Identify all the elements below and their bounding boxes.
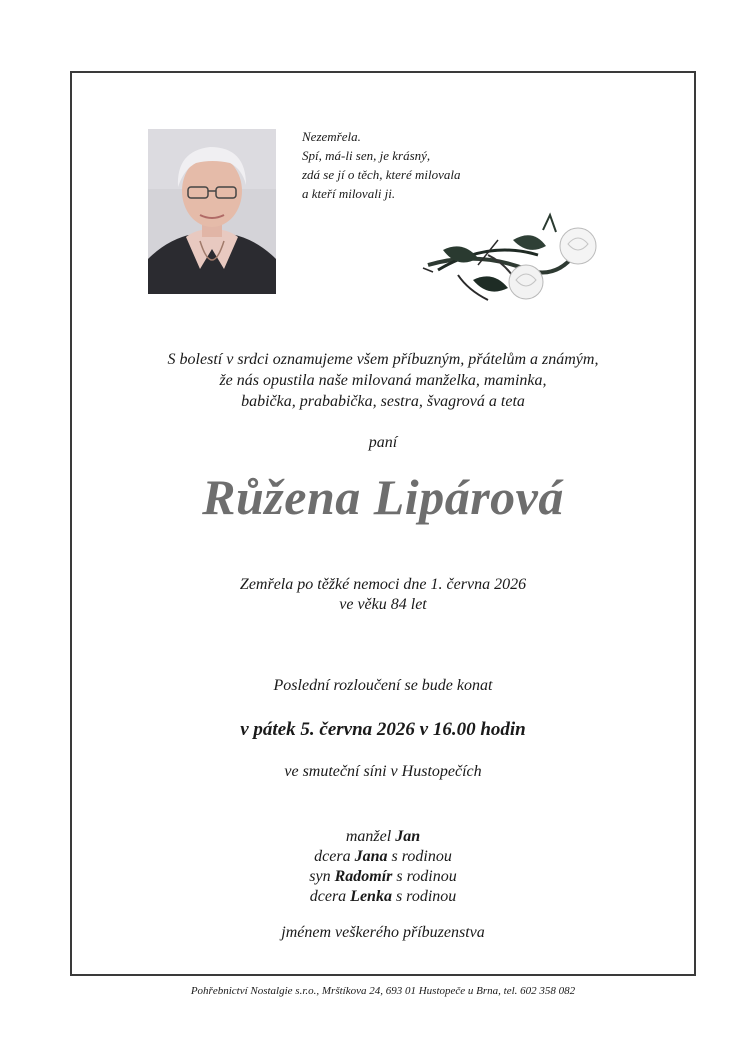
white-roses-icon: [418, 210, 600, 310]
funeral-service-footer: Pohřebnictví Nostalgie s.r.o., Mrštíkova 24, 693 01 Hustopeče u Brna, tel. 602 358 082: [190, 985, 576, 997]
poem-line: Spí, má-li sen, je krásný,: [302, 148, 431, 163]
on-behalf: jménem veškerého příbuzenstva: [281, 924, 485, 941]
mourner: syn Radomír s rodinou: [309, 868, 457, 885]
farewell-place: ve smuteční síni v Hustopečích: [284, 763, 482, 780]
death-info: [70, 575, 696, 615]
death-date: Zemřela po těžké nemoci dne 1. června 2026: [239, 576, 527, 593]
announcement: [70, 349, 696, 412]
poem-line: zdá se jí o těch, které milovala: [302, 167, 461, 182]
title-word: paní: [368, 434, 398, 451]
mourner: dcera Jana s rodinou: [314, 848, 452, 865]
farewell-datetime: v pátek 5. června 2026 v 16.00 hodin: [240, 719, 526, 740]
announcement-line: že nás opustila naše milovaná manželka, maminka,: [219, 372, 547, 389]
poem-line: Nezemřela.: [302, 129, 361, 144]
deceased-name: Růžena Lipárová: [202, 469, 564, 525]
death-age: ve věku 84 let: [339, 596, 427, 613]
mourners-list: [70, 827, 696, 907]
farewell-intro: Poslední rozloučení se bude konat: [273, 677, 493, 694]
portrait-photo: [148, 129, 276, 294]
announcement-line: S bolestí v srdci oznamujeme všem příbuzným, přátelům a známým,: [167, 351, 599, 368]
poem-line: a kteří milovali ji.: [302, 186, 396, 201]
announcement-line: babička, prababička, sestra, švagrová a teta: [241, 393, 525, 410]
mourner: manžel Jan: [345, 828, 421, 845]
mourner: dcera Lenka s rodinou: [309, 888, 457, 905]
poem: [302, 127, 532, 203]
